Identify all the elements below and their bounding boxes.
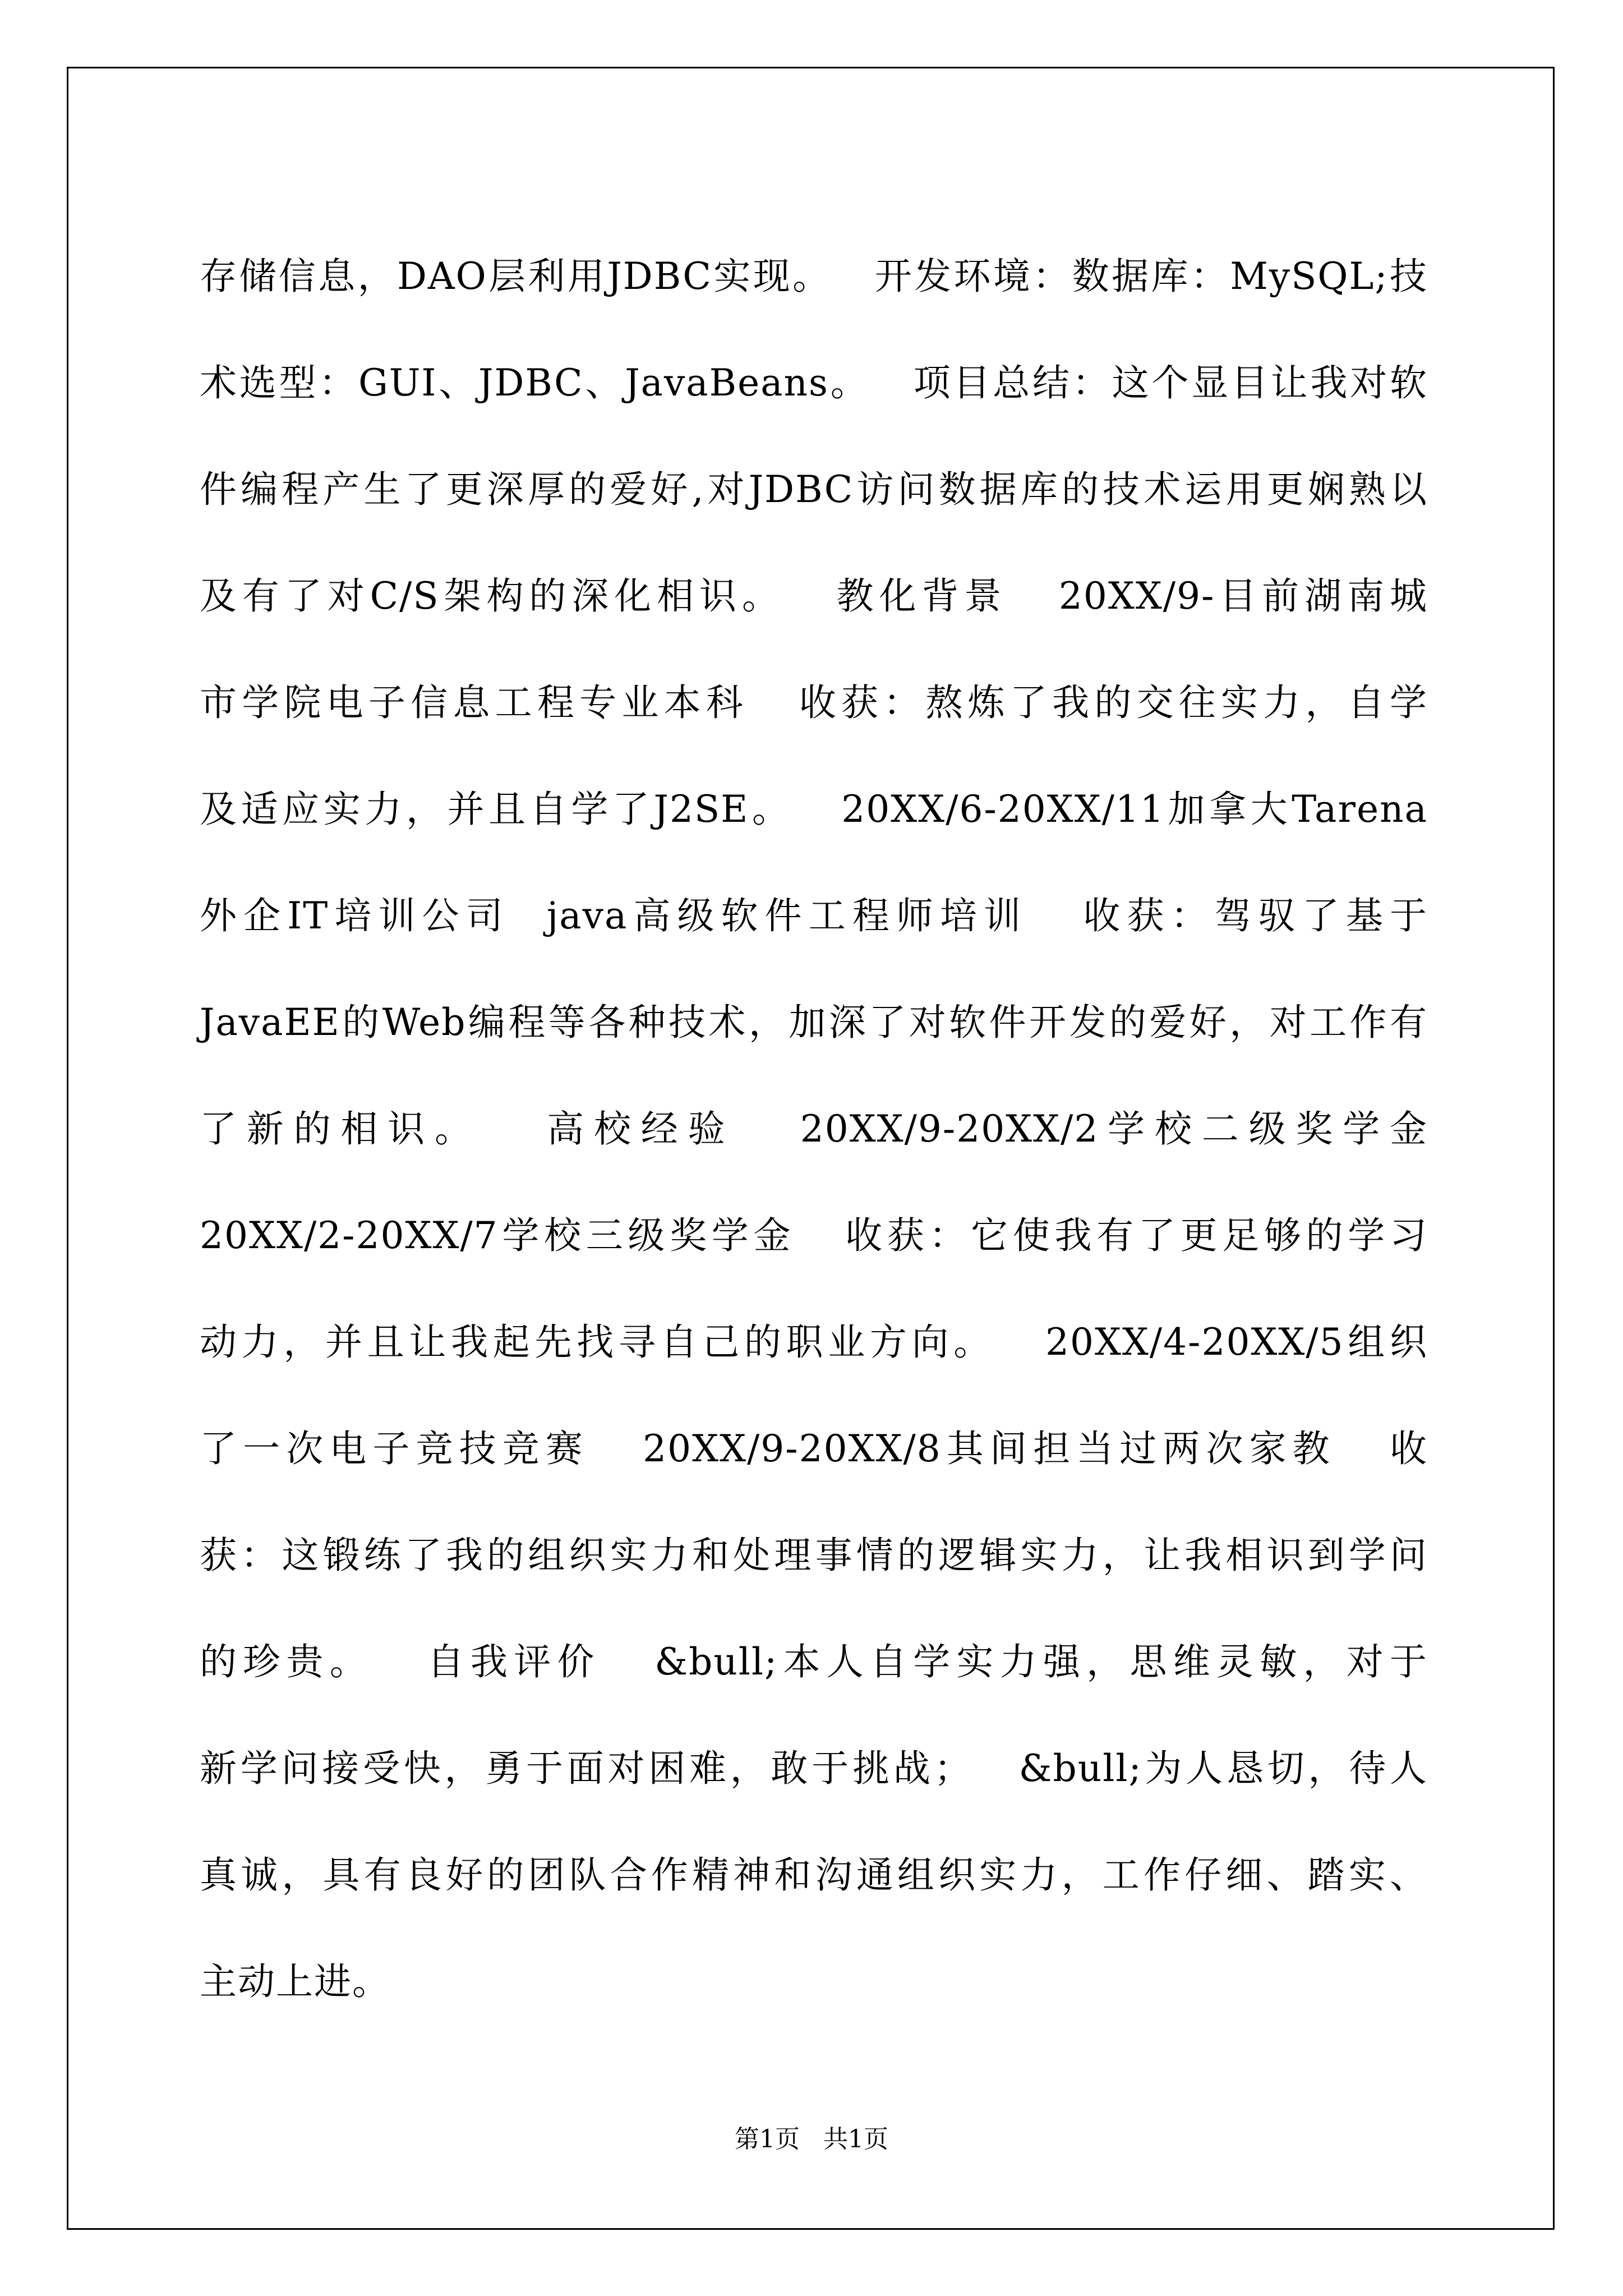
- text-line-6: 及适应实力，并且自学了J2SE。 20XX/6-20XX/11加拿大Tarena: [200, 788, 1428, 831]
- text-line-7: 外企IT培训公司 java高级软件工程师培训 收获：驾驭了基于: [200, 894, 1428, 937]
- page-footer: [0, 2119, 1623, 2155]
- text-line-10: 20XX/2-20XX/7学校三级奖学金 收获：它使我有了更足够的学习: [200, 1214, 1428, 1257]
- text-line-1: 存储信息，DAO层利用JDBC实现。 开发环境：数据库：MySQL;技: [200, 255, 1428, 298]
- text-line-12: 了一次电子竞技竞赛 20XX/9-20XX/8其间担当过两次家教 收: [200, 1427, 1428, 1470]
- text-line-15: 新学问接受快，勇于面对困难，敢于挑战； &bull;为人恳切，待人: [200, 1747, 1428, 1790]
- text-line-16: 真诚，具有良好的团队合作精神和沟通组织实力，工作仔细、踏实、: [200, 1853, 1428, 1897]
- text-line-11: 动力，并且让我起先找寻自己的职业方向。 20XX/4-20XX/5组织: [200, 1320, 1428, 1364]
- text-line-5: 市学院电子信息工程专业本科 收获：熬炼了我的交往实力，自学: [200, 681, 1428, 724]
- page-total: 共1页: [823, 2125, 888, 2154]
- resume-body-text: [200, 223, 1428, 2035]
- text-line-14: 的珍贵。 自我评价 &bull;本人自学实力强，思维灵敏，对于: [200, 1640, 1428, 1683]
- text-line-3: 件编程产生了更深厚的爱好,对JDBC访问数据库的技术运用更娴熟以: [200, 468, 1428, 511]
- text-line-13: 获：这锻练了我的组织实力和处理事情的逻辑实力，让我相识到学问: [200, 1534, 1428, 1577]
- text-line-9: 了新的相识。 高校经验 20XX/9-20XX/2学校二级奖学金: [200, 1107, 1428, 1151]
- text-line-17: 主动上进。: [200, 1960, 390, 2003]
- text-line-2: 术选型：GUI、JDBC、JavaBeans。 项目总结：这个显目让我对软: [200, 361, 1428, 404]
- text-line-8: JavaEE的Web编程等各种技术，加深了对软件开发的爱好，对工作有: [200, 1001, 1428, 1044]
- page-number: 第1页: [735, 2125, 800, 2154]
- text-line-4: 及有了对C/S架构的深化相识。 教化背景 20XX/9-目前湖南城: [200, 574, 1428, 618]
